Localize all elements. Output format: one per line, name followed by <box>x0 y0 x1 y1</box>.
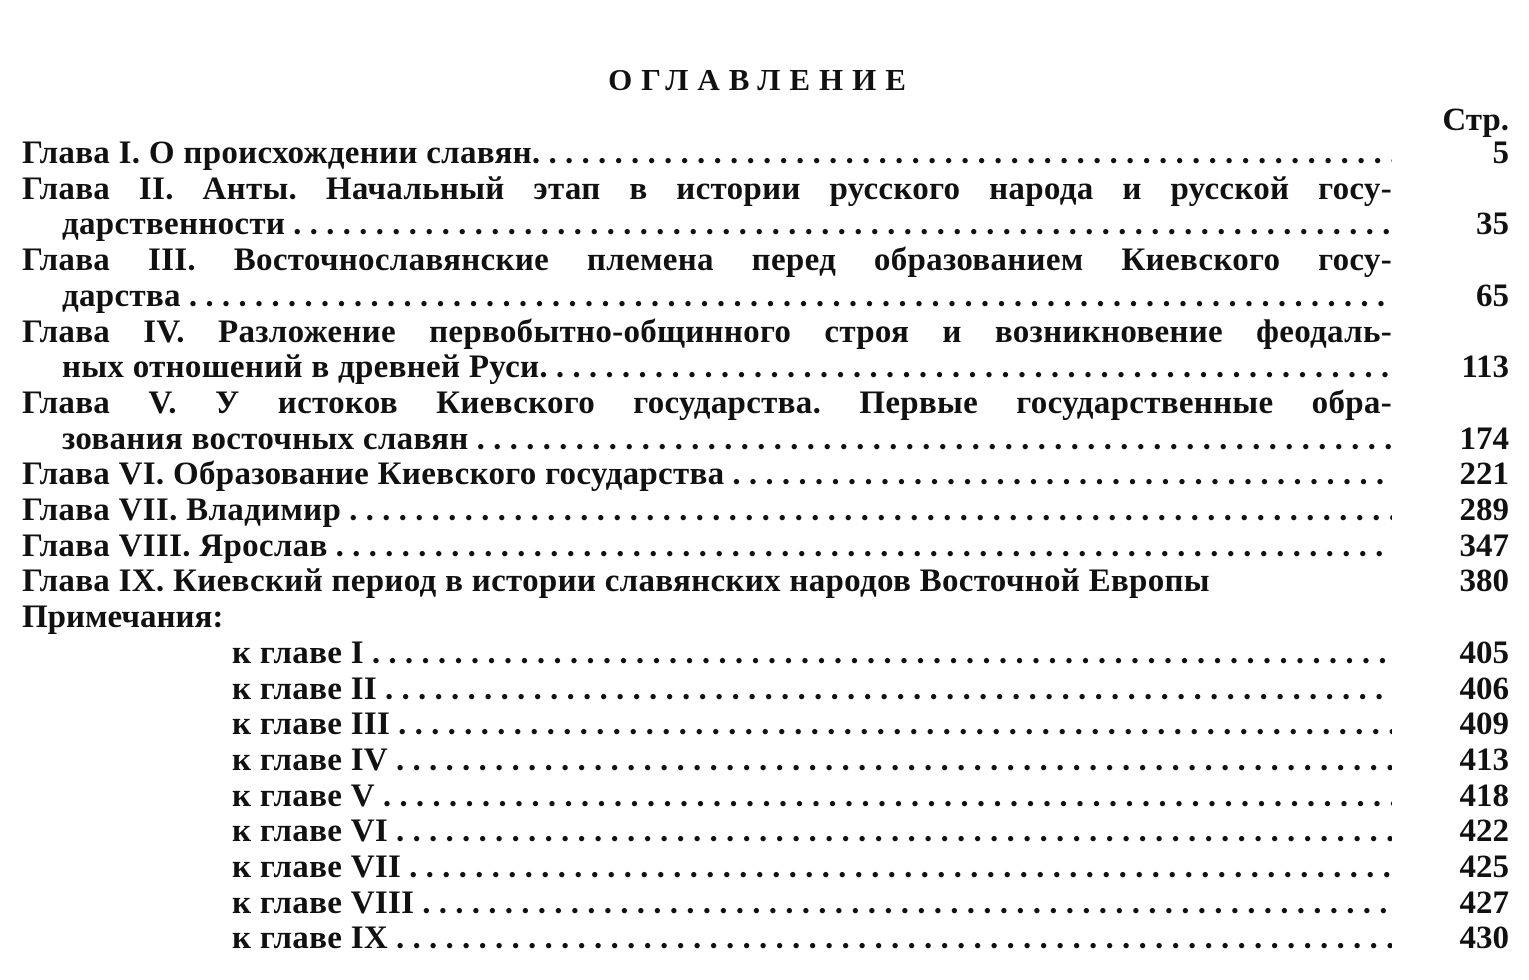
note-entry-text: к главе VIII <box>232 884 415 921</box>
dot-leader <box>396 921 1392 956</box>
note-entry-text: к главе VII <box>232 849 402 885</box>
toc-entry-line-text: Глава IV. Разложение первобытно-общинного строя и возникновение феодаль- <box>22 313 1392 350</box>
note-entry-text: к главе VI <box>232 813 388 850</box>
note-entry <box>232 707 390 742</box>
toc-entry-line <box>62 422 469 457</box>
toc-entry-line-text: Глава I. О происхождении славян. <box>22 135 541 171</box>
toc-entry-line <box>22 243 1392 278</box>
toc-entry-line-text: Глава IX. Киевский период в истории славянских народов Восточной Европы <box>22 563 1210 600</box>
dot-leader <box>349 493 1392 528</box>
page-number: 413 <box>1459 741 1509 778</box>
page-column-header: Стр. <box>1442 102 1509 138</box>
toc-entry-line-text: Глава VII. Владимир <box>22 492 342 528</box>
note-entry <box>232 850 401 885</box>
toc-entry-line-text: Глава V. У истоков Киевского государства. Первые государственные обра- <box>22 384 1392 421</box>
dot-leader <box>548 136 1392 171</box>
toc-entry-line-text: зования восточных славян <box>62 420 469 457</box>
page-number: 113 <box>1461 349 1509 386</box>
note-entry-text: к главе V <box>232 777 375 814</box>
notes-label: Примечания: <box>22 599 224 636</box>
toc-entry-line <box>22 564 1210 599</box>
note-entry <box>232 672 377 707</box>
note-entry <box>232 921 388 956</box>
toc-entry-line <box>62 279 181 314</box>
toc-entry-line-text: ных отношений в древней Руси. <box>62 349 548 386</box>
note-entry-text: к главе I <box>232 634 364 671</box>
page-number: 65 <box>1476 277 1509 314</box>
toc-entry-line <box>22 386 1392 421</box>
note-entry <box>232 636 364 671</box>
dot-leader <box>336 529 1392 564</box>
note-entry-text: к главе IV <box>232 741 388 778</box>
note-entry <box>232 886 414 921</box>
page-number: 406 <box>1459 670 1509 707</box>
dot-leader <box>422 886 1392 921</box>
note-entry-text: к главе II <box>232 670 377 707</box>
dot-leader <box>293 207 1392 242</box>
note-entry-text: к главе IX <box>232 920 388 957</box>
page-number: 418 <box>1459 777 1509 814</box>
page-number: 174 <box>1459 420 1509 457</box>
toc-entry-line-text: Глава VI. Образование Киевского государства <box>22 456 725 493</box>
toc-entry-line <box>22 315 1392 350</box>
dot-leader <box>396 743 1392 778</box>
page-number: 427 <box>1459 884 1509 921</box>
note-entry <box>232 779 375 814</box>
dot-leader <box>477 422 1392 457</box>
page-number: 380 <box>1459 563 1509 600</box>
dot-leader <box>556 350 1392 385</box>
toc-entry-line <box>62 207 285 242</box>
dot-leader <box>189 279 1392 314</box>
dot-leader <box>385 672 1392 707</box>
page-number: 35 <box>1476 206 1509 243</box>
note-entry <box>232 743 388 778</box>
toc-entry-line <box>62 350 548 385</box>
toc-entry-line <box>22 172 1392 207</box>
dot-leader <box>372 636 1392 671</box>
dot-leader <box>383 779 1392 814</box>
toc-entry-line <box>22 493 341 528</box>
toc-entry-line-text: Глава II. Анты. Начальный этап в истории русского народа и русской госу- <box>22 170 1392 207</box>
toc-entry-line-text: дарственности <box>62 206 286 243</box>
dot-leader <box>732 457 1392 492</box>
page-number: 430 <box>1459 920 1509 957</box>
toc-entry-line <box>22 136 540 171</box>
page-number: 347 <box>1459 527 1509 564</box>
page-number: 405 <box>1459 634 1509 671</box>
page-title: ОГЛАВЛЕНИЕ <box>608 62 915 97</box>
dot-leader <box>409 850 1392 885</box>
page-number: 422 <box>1459 813 1509 850</box>
dot-leader <box>396 814 1392 849</box>
toc-entry-line <box>22 529 328 564</box>
dot-leader <box>398 707 1392 742</box>
toc-entry-line-text: Глава III. Восточнославянские племена перед образованием Киевского госу- <box>22 242 1392 279</box>
toc-entry-line <box>22 457 724 492</box>
note-entry <box>232 814 388 849</box>
page-number: 409 <box>1459 706 1509 743</box>
page-number: 221 <box>1459 456 1509 493</box>
toc-entry-line-text: дарства <box>62 277 181 314</box>
toc-entry-line-text: Глава VIII. Ярослав <box>22 527 328 564</box>
page-number: 289 <box>1459 492 1509 528</box>
page-number: 5 <box>1492 135 1509 171</box>
note-entry-text: к главе III <box>232 706 391 743</box>
page-number: 425 <box>1459 849 1509 885</box>
